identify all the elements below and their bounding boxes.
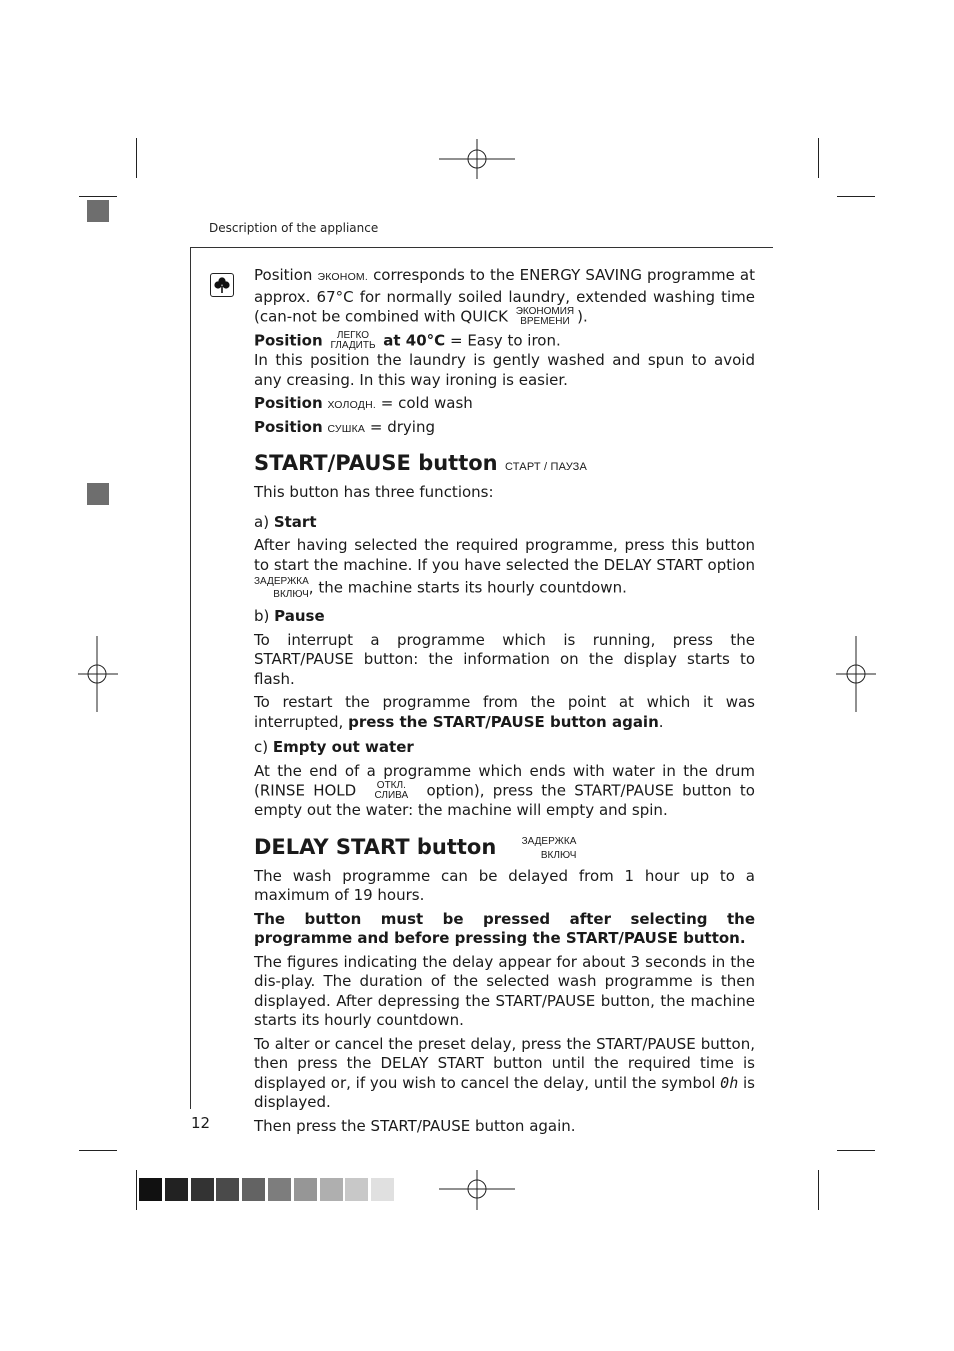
margin-rule [190, 247, 191, 1109]
registration-mark-icon [78, 636, 118, 712]
color-swatch [165, 1178, 188, 1201]
section-heading: DELAY START button ЗАДЕРЖКА ВКЛЮЧ [254, 834, 577, 861]
paragraph: The figures indicating the delay appear for about 3 seconds in the dis-play. The duration of the selected wash programme is then displayed. After depressing the START/PAUSE button, the machine starts its hourly countdown. [254, 952, 755, 1029]
paragraph: After having selected the required programme, press this button to start the machine. If you have selected the DELAY START option ЗАДЕРЖКА ВКЛЮЧ, the machine starts its hourly countdown. [254, 536, 755, 600]
paragraph: Position ЭКОНОМ. corresponds to the ENERGY SAVING programme at approx. 67°C for normally soiled laundry, extended washing time (can-not be combined with QUICK ЭКОНОМИЯ ВРЕМЕНИ ). [254, 266, 755, 327]
time-saving-symbol: ЭКОНОМИЯ ВРЕМЕНИ [515, 306, 575, 327]
color-swatch [294, 1178, 317, 1201]
color-swatch [216, 1178, 239, 1201]
paragraph: To alter or cancel the preset delay, press the START/PAUSE button, then press the DELAY START button until the required time is displayed or, if you wish to cancel the delay, until the symbol 0h is displayed. [254, 1034, 755, 1111]
subheading: a) Start [254, 512, 317, 531]
paragraph: Then press the START/PAUSE button again. [254, 1116, 576, 1135]
color-swatch [139, 1178, 162, 1201]
cold-symbol: ХОЛОДН. [327, 399, 376, 411]
trim-mark [136, 1170, 137, 1210]
paragraph: The wash programme can be delayed from 1 hour up to a maximum of 19 hours. [254, 866, 755, 904]
easy-iron-symbol: ЛЕГКО ГЛАДИТЬ [330, 330, 376, 351]
paragraph: Position СУШКА = drying [254, 417, 435, 436]
main-content [254, 266, 755, 1140]
color-swatch [268, 1178, 291, 1201]
paragraph: Position ЛЕГКО ГЛАДИТЬ at 40°C = Easy to iron. [254, 330, 561, 351]
paragraph: This button has three functions: [254, 483, 494, 501]
registration-mark-icon [439, 139, 515, 179]
econom-symbol: ЭКОНОМ. [317, 271, 368, 283]
paragraph: In this position the laundry is gently washed and spun to avoid any creasing. In this way ironing is easier. [254, 351, 755, 389]
page-number: 12 [191, 1114, 211, 1132]
delay-start-symbol: ЗАДЕРЖКА ВКЛЮЧ [521, 835, 577, 861]
trim-mark [818, 138, 819, 178]
trim-mark [818, 1170, 819, 1210]
margin-marker [87, 200, 109, 222]
color-swatch [320, 1178, 343, 1201]
paragraph: Position ХОЛОДН. = cold wash [254, 394, 473, 412]
running-header: Description of the appliance [209, 221, 379, 235]
start-pause-symbol: СТАРТ / ПАУЗА [504, 461, 588, 473]
paragraph: To interrupt a programme which is running, press the START/PAUSE button: the information on the display starts to flash. [254, 630, 755, 688]
registration-mark-icon [836, 636, 876, 712]
section-heading: START/PAUSE button СТАРТ / ПАУЗА [254, 451, 588, 475]
trim-mark [136, 138, 137, 178]
registration-mark-icon [439, 1170, 515, 1210]
paragraph: The button must be pressed after selecting the programme and before pressing the START/PAUSE button. [254, 909, 755, 947]
paragraph: To restart the programme from the point at which it was interrupted, press the START/PAUSE button again. [254, 693, 755, 731]
trim-mark [837, 1150, 875, 1151]
header-rule [190, 247, 773, 248]
trim-mark [79, 1150, 117, 1151]
trim-mark [79, 196, 117, 197]
paragraph: At the end of a programme which ends with water in the drum (RINSE HOLD ОТКЛ. СЛИВА option), press the START/PAUSE button to empty out the water: the machine will empty and spin. [254, 761, 755, 819]
delay-start-symbol: ЗАДЕРЖКА ВКЛЮЧ [254, 576, 309, 600]
color-swatch [191, 1178, 214, 1201]
rinse-hold-symbol: ОТКЛ. СЛИВА [374, 780, 409, 801]
zero-hour-symbol: 0h [720, 1073, 739, 1092]
subheading: c) Empty out water [254, 738, 414, 756]
clover-icon [210, 273, 234, 297]
drying-symbol: СУШКА [327, 422, 366, 435]
color-swatch [371, 1178, 394, 1201]
color-swatch [345, 1178, 368, 1201]
color-swatch [242, 1178, 265, 1201]
margin-marker [87, 483, 109, 505]
subheading: b) Pause [254, 607, 325, 625]
trim-mark [837, 196, 875, 197]
